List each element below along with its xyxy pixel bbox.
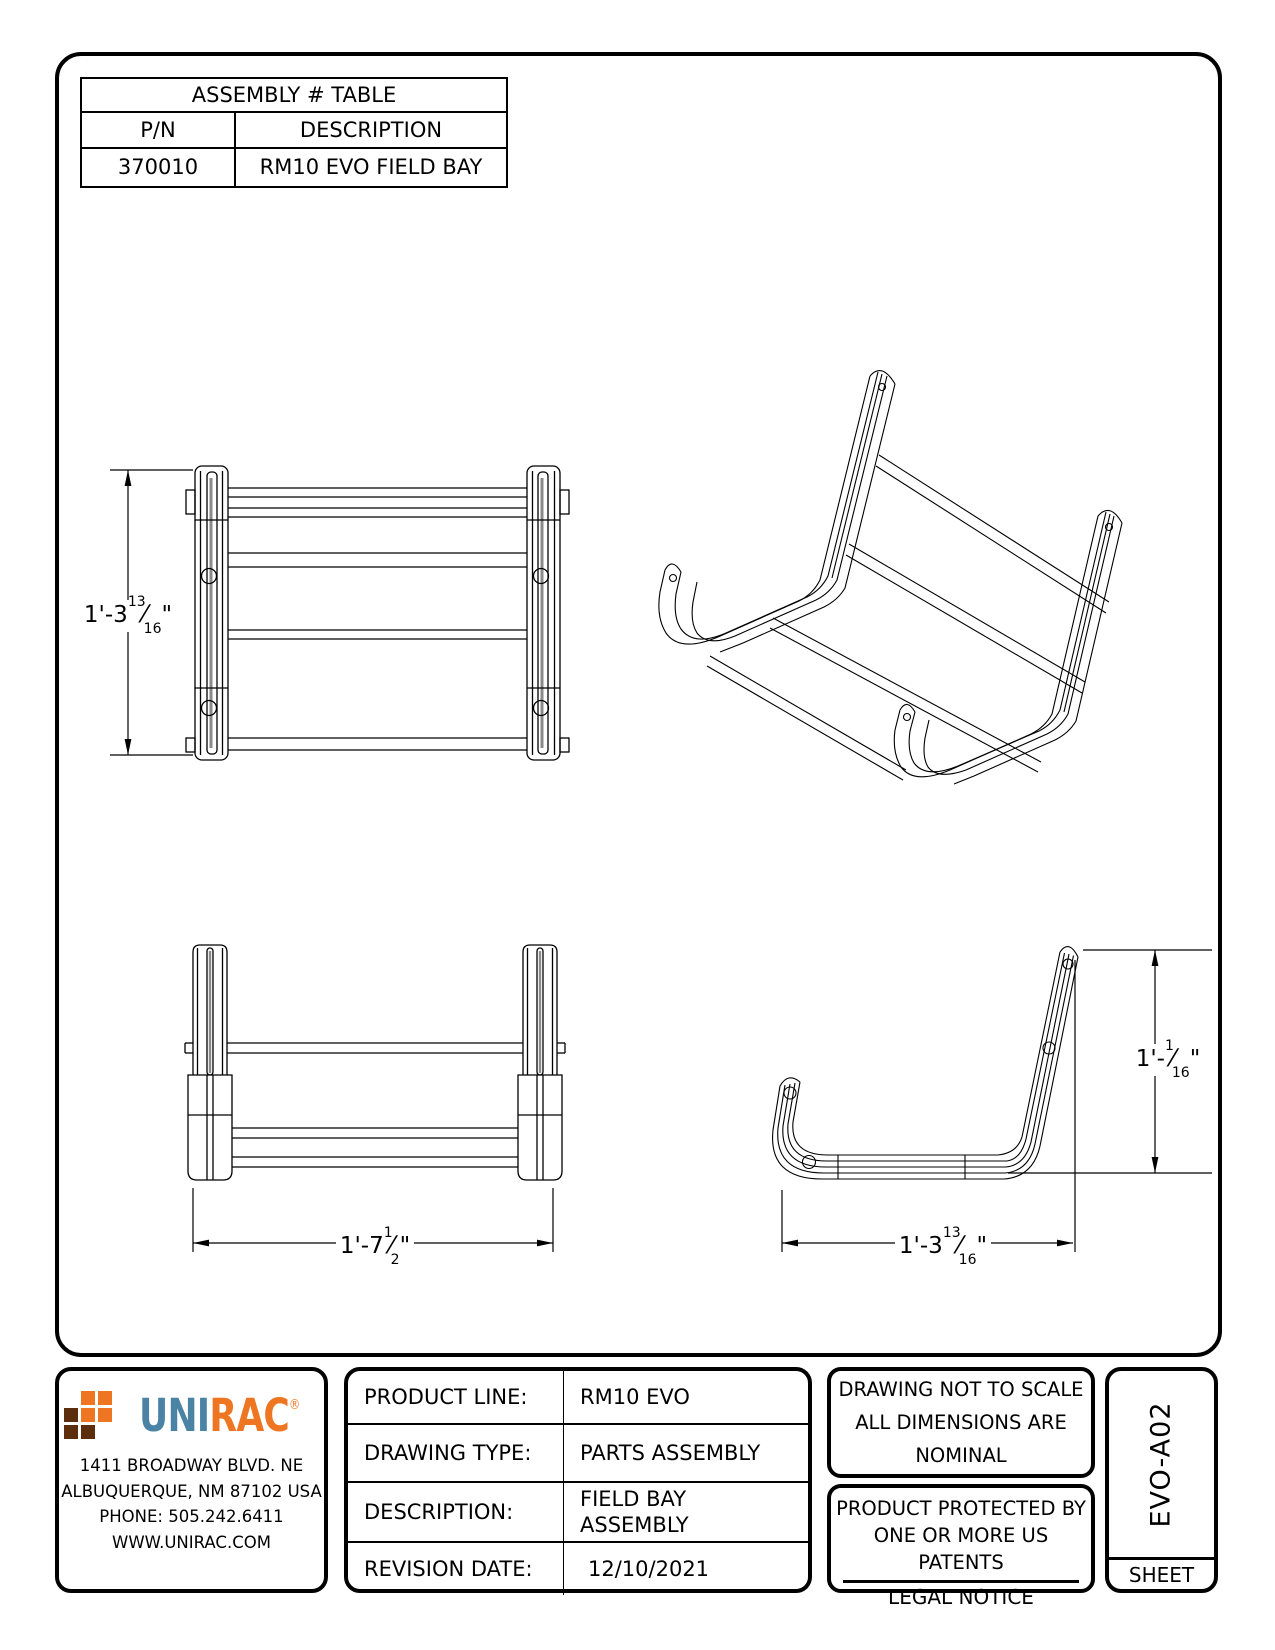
- drawing-type-value: PARTS ASSEMBLY: [580, 1441, 761, 1465]
- patent-note-line: ONE OR MORE US PATENTS: [873, 1523, 1049, 1574]
- side-view-height-dimension: [1008, 950, 1212, 1252]
- top-view-drawing: [150, 890, 590, 1265]
- logo-uni-text: UNI: [138, 1388, 210, 1442]
- dimension-label-top-width: $1'-7^1⁄_2$": [320, 1231, 430, 1263]
- iso-right-rail: [894, 510, 1122, 784]
- company-address: [59, 1453, 324, 1555]
- logo-rac-text: RAC: [209, 1388, 289, 1442]
- drawing-info-table: [344, 1367, 812, 1593]
- side-view-profile: [773, 947, 1078, 1179]
- document-number-block: [1105, 1367, 1218, 1593]
- top-view-left-rail: [188, 945, 232, 1180]
- revision-date-label: REVISION DATE:: [348, 1543, 564, 1595]
- dimension-label-side-height: $1'-^1⁄_{16}$": [1118, 1044, 1218, 1076]
- scale-note-line: ALL DIMENSIONS ARE: [855, 1410, 1067, 1434]
- side-view-drawing: [720, 890, 1220, 1270]
- assembly-number-table: [80, 77, 508, 188]
- product-line-label: PRODUCT LINE:: [348, 1371, 564, 1423]
- sheet-label: SHEET: [1128, 1562, 1195, 1587]
- revision-date-value: 12/10/2021: [588, 1557, 710, 1581]
- unirac-logo: [59, 1388, 324, 1442]
- legal-notice-link[interactable]: LEGAL NOTICE: [888, 1584, 1034, 1609]
- patent-note-line: PRODUCT PROTECTED BY: [836, 1497, 1086, 1520]
- top-view-cross-tubes: [185, 1043, 565, 1167]
- scale-note-line: DRAWING NOT TO SCALE: [838, 1377, 1084, 1401]
- dimension-label-front-height: $1'-3^{13}⁄_{16}$": [58, 600, 198, 632]
- assembly-table-title: ASSEMBLY # TABLE: [82, 79, 506, 113]
- scale-note: [827, 1367, 1095, 1478]
- isometric-view-drawing: [620, 330, 1140, 810]
- dimension-label-side-width: $1'-3^{13}⁄_{16}$": [883, 1231, 1003, 1263]
- assembly-table-pn-value: 370010: [82, 149, 236, 186]
- scale-note-line: NOMINAL: [915, 1444, 1007, 1468]
- front-view-right-rail: [527, 466, 560, 760]
- document-number: EVO-A02: [1146, 1400, 1178, 1528]
- unirac-logo-squares: [64, 1391, 112, 1439]
- assembly-table-header-pn: P/N: [82, 113, 236, 147]
- front-view-cross-tubes: [186, 488, 569, 752]
- front-view-left-rail: [195, 466, 228, 760]
- iso-cross-tubes: [707, 455, 1109, 780]
- legal-notice-divider: [843, 1580, 1079, 1583]
- description-label: DESCRIPTION:: [348, 1483, 564, 1541]
- registered-trademark-icon: ®: [288, 1396, 300, 1413]
- description-value: FIELD BAY ASSEMBLY: [580, 1486, 689, 1537]
- iso-left-rail: [659, 371, 895, 652]
- address-line: WWW.UNIRAC.COM: [112, 1532, 271, 1552]
- address-line: PHONE: 505.242.6411: [99, 1507, 284, 1527]
- address-line: 1411 BROADWAY BLVD. NE: [79, 1456, 304, 1475]
- address-line: ALBUQUERQUE, NM 87102 USA: [61, 1481, 322, 1501]
- company-block: [55, 1367, 328, 1593]
- top-view-right-rail: [518, 945, 562, 1180]
- assembly-table-description-value: RM10 EVO FIELD BAY: [259, 155, 483, 179]
- product-line-value: RM10 EVO: [580, 1385, 690, 1409]
- assembly-table-header-description: DESCRIPTION: [299, 118, 443, 142]
- patent-note: [827, 1484, 1095, 1609]
- drawing-type-label: DRAWING TYPE:: [348, 1425, 564, 1481]
